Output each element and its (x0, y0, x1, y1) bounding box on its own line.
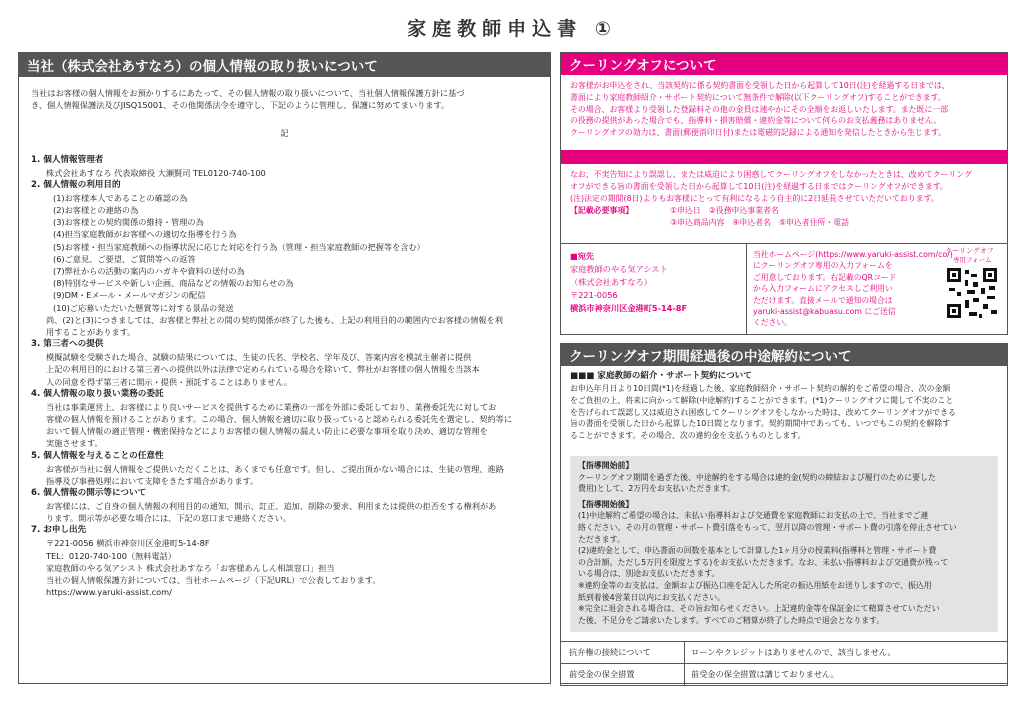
cooling-line: の役務の提供があった場合でも、指導料・損害賠償・違約金等について何らのお支払義務はありません。 (570, 116, 942, 126)
midterm-header: クーリングオフ期間経過後の中途解約について (561, 344, 1007, 366)
contact-phone: TEL：0120-740-100（無料電話） (46, 550, 177, 561)
contact-url[interactable]: https://www.yaruki-assist.com/ (46, 587, 172, 598)
section-3-line: 人の同意を得ず第三者に開示・提供・預託することはありません。 (46, 376, 293, 387)
section-5-line: お客様が当社に個人情報をご提供いただくことは、あくまでも任意です。但し、ご提出頂かない場合には、生徒の管理、進路 (46, 463, 504, 474)
web-form-line: ただけます。直接メールで通知の場合は (753, 295, 893, 305)
midterm-line: 旨の書面を受領した日から起算した10日間となります。契約期間中であっても、いつでもこの契約を解除す (570, 419, 951, 429)
section-2-title: 2. 個人情報の利用目的 (31, 179, 121, 190)
section-5-line: 指導及び事務処理において支障をきたす場合があります。 (46, 475, 259, 486)
section-7-title: 7. お申し出先 (31, 525, 87, 536)
privacy-ki: 記 (280, 128, 289, 139)
before-start-label: 【指導開始前】 (578, 461, 634, 470)
section-1-body: 株式会社あすなろ 代表取締役 大瀬賢司 TEL0120-740-100 (46, 167, 266, 178)
addressee-line: 横浜市神奈川区金港町5-14-8F (570, 303, 688, 313)
contact-address: 〒221-0056 横浜市神奈川区金港町5-14-8F (46, 538, 210, 549)
section-4-line: 実施させます。 (46, 438, 103, 449)
midterm-line: お申込年月日より10日間(*1)を経過した後、家庭教師紹介・サポート契約の解約をご希望の場合、次の金額 (570, 384, 951, 393)
cooling-off-header: クーリングオフについて (561, 53, 1007, 75)
section-4-line: おいて個人情報の適正管理・機密保持などによりお客様の個人情報の漏えい防止に必要な事項を取り決め、適切な管理を (46, 426, 488, 437)
qr-code-icon[interactable] (947, 268, 997, 318)
after-start-line: (1)中途解約ご希望の場合は、未払い指導料および交通費を家庭教師にお支払の上で、当社までご連 (578, 511, 929, 521)
purpose-item: (9)DM・Eメール・メールマガジンの配信 (53, 290, 206, 301)
midterm-line: をご負担の上、将来に向かって解除(中途解約)することができます。(*1)クーリングオフに関して不実のこと (570, 395, 954, 405)
after-start-line: ただきます。 (578, 534, 625, 544)
section-1-title: 1. 個人情報管理者 (31, 154, 104, 165)
purpose-item: (1)お客様本人であることの確認の為 (53, 192, 188, 203)
cooling-line: 書面により家庭教師紹介・サポート契約について無条件で解除(以下クーリングオフ)することができます。 (570, 92, 946, 102)
table-label-cell: 抗弁権の接続について (561, 642, 685, 664)
purpose-item: (7)弊社からの活動の案内のハガキや資料の送付の為 (53, 266, 245, 277)
privacy-header: 当社（株式会社あすなろ）の個人情報の取り扱いについて (19, 53, 550, 77)
section-4-title: 4. 個人情報の取り扱い業務の委託 (31, 388, 164, 399)
pink-divider (561, 150, 1007, 164)
web-form-line[interactable]: 当社ホームページ(https://www.yaruki-assist.com/co/) (753, 250, 953, 259)
before-start-line: 費用)として、2万円をお支払いただきます。 (578, 484, 736, 494)
cooling-line: その場合、お客様より受領した登録料その他の金員は速やかにその全額をお返しいたします。また既に一部 (570, 104, 949, 114)
cooling-line: (注)法定の期間(8日)よりもお客様にとって有利になるよう自主的に2日延長させていただいております。 (570, 193, 939, 203)
cooling-line: オフができる旨の書面を受領した日から起算して10日(注)を経過する日まではクーリングオフができます。 (570, 181, 948, 191)
web-form-line: から入力フォームにアクセスしご利用い (753, 284, 893, 294)
web-form-line: にクーリングオフ専用の入力フォームを (753, 261, 893, 271)
table-value-cell: 前受金の保全措置は講じておりません。 (685, 664, 1008, 686)
purpose-item: (3)お客様との契約関係の維持・管理の為 (53, 217, 204, 228)
required-items-1: ①申込日 ②役務申込事業者名 (670, 206, 779, 216)
after-start-line: いる場合は、別途お支払いただきます。 (578, 569, 720, 579)
after-start-line: (2)違約金として、申込書面の回数を基本として計算した1ヶ月分の授業料(指導料と管理・サポート費 (578, 546, 937, 556)
privacy-panel (18, 52, 551, 684)
after-start-label: 【指導開始後】 (578, 499, 634, 509)
page-title: 家庭教師申込書 ① (407, 18, 617, 40)
table-label-cell: 前受金の保全措置 (561, 664, 685, 686)
purpose-item: (6)ご意見、ご要望、ご質問等への返答 (53, 253, 196, 264)
qr-caption-1: クーリングオフ (945, 247, 994, 255)
required-items-2: ③申込商品内容 ④申込者名 ⑤申込者住所・電話 (670, 218, 850, 228)
section-4-line: 客様の個人情報を預けることがあります。この場合、個人情報を適切に取り扱っていると認められる委託先を選定し、契約等に (46, 414, 513, 425)
section-2-note: 用することがあります。 (46, 327, 136, 338)
after-start-line: の合計額。ただし5万円を限度とする)をお支払いただきます。なお、未払い指導料および交通費が残って (578, 557, 949, 567)
after-start-line: 紙到着後4営業日以内にお支払ください。 (578, 592, 726, 602)
section-3-line: 模擬試験を受験された場合、試験の結果については、生徒の氏名、学校名、学年及び、答案内容を模試主催者に提供 (46, 352, 472, 363)
purpose-item: (4)担当家庭教師がお客様への適切な指導を行う為 (53, 229, 237, 240)
section-6-line: ります。開示等が必要な場合には、下記の窓口まで連絡ください。 (46, 513, 291, 524)
section-5-title: 5. 個人情報を与えることの任意性 (31, 450, 164, 461)
privacy-intro-1: 当社はお客様の個人情報をお預かりするにあたって、その個人情報の取り扱いについて、当社個人情報保護方針に基づ (31, 88, 465, 98)
cooling-line: なお、不実告知により誤認し、または威迫により困惑してクーリングオフをしなかったときは、改めてクーリング (570, 170, 972, 179)
purpose-item: (10)ご応募いただいた懸賞等に対する景品の発送 (53, 302, 234, 313)
cooling-off-panel (560, 52, 1008, 335)
addressee-line: 家庭教師のやる気アシスト (570, 264, 668, 274)
addressee-line: 〒221-0056 (570, 290, 618, 300)
section-3-line: 上記の利用目的における第三者への提供以外は法律で定められている場合を除いて、弊社がお客様の個人情報を当該本 (46, 364, 480, 375)
after-start-line: ※違約金等のお支払は、金額および振込口座を記入した所定の振込用紙をお送りしますので、振込用 (578, 580, 932, 590)
after-start-line: ※完全に退会される場合は、その旨お知らせください。上記違約金等を保証金にて精算させていただい (578, 604, 940, 614)
midterm-panel (560, 343, 1008, 684)
penalty-box (570, 456, 998, 632)
section-6-title: 6. 個人情報の開示等について (31, 488, 147, 499)
addressee-label: ■宛先 (570, 251, 595, 261)
midterm-subheading: ■■■ 家庭教師の紹介・サポート契約について (570, 371, 752, 381)
purpose-item: (5)お客様・担当家庭教師への指導状況に応じた対応を行う為（管理・担当家庭教師の把握等を含む） (53, 241, 425, 252)
cooling-line: クーリングオフの効力は、書面(郵便消印日付)または電磁的記録による通知を発信したときから生じます。 (570, 128, 946, 138)
section-2-note: 尚、(2)と(3)につきましては、お客様と弊社との間の契約関係が終了した後も、上記の利用目的の範囲内でお客様の情報を利 (46, 314, 503, 325)
contact-desk: 家庭教師のやる気アシスト 株式会社あすなろ「お客様あんしん相談窓口」担当 (46, 562, 335, 573)
purpose-item: (2)お客様との連絡の為 (53, 205, 139, 216)
web-form-email[interactable]: yaruki-assist@kabuasu.com にご送信 (753, 307, 896, 317)
after-start-line: 絡ください。その月の管理・サポート費引落をもって、翌月以降の管理・サポート費の引落を停止させてい (578, 522, 957, 532)
required-items-label: 【記載必要事項】 (570, 206, 634, 216)
addressee-line: （株式会社あすなろ） (570, 277, 652, 287)
midterm-line: を告げられて誤認し又は威迫され困惑してクーリングオフをしなかった時は、改めてクーリングオフができる (570, 407, 956, 417)
section-4-line: 当社は事業運営上、お客様により良いサービスを提供するために業務の一部を外部に委託しており、業務委託先に対してお (46, 401, 497, 412)
cooling-contact-row (561, 243, 1007, 335)
section-6-line: お客様には、ご自身の個人情報の利用目的の通知、開示、訂正、追加、削除の要求、利用または提供の拒否をする権利があ (46, 501, 497, 512)
after-start-line: た後、不足分をご請求いたします。すべてのご精算が終了した時点で退会となります。 (578, 615, 885, 625)
table-row (561, 642, 1008, 664)
web-form-line: ご用意しております。右記載のQRコード (753, 272, 897, 282)
web-form-line: ください。 (753, 318, 792, 328)
purpose-item: (8)特別なサービスや新しい企画、商品などの情報のお知らせの為 (53, 278, 294, 289)
contact-policy-note: 当社の個人情報保護方針については、当社ホームページ（下記URL）で公表しております。 (46, 575, 381, 586)
before-start-line: クーリングオフ期間を過ぎた後、中途解約をする場合は違約金(契約の締結および履行のために要した (578, 472, 936, 482)
info-table (560, 641, 1008, 686)
cooling-line: お客様がお申込をされ、当該契約に係る契約書面を受領した日から起算して10日(注)を経過する日までは、 (570, 81, 950, 90)
table-value-cell: ローンやクレジットはありませんので、該当しません。 (685, 642, 1008, 664)
midterm-line: ることができます。その場合、次の違約金を支払うものとします。 (570, 431, 806, 441)
qr-caption-2: 専用フォーム (953, 256, 992, 264)
table-row (561, 664, 1008, 686)
section-3-title: 3. 第三者への提供 (31, 339, 104, 350)
privacy-intro-2: き、個人情報保護法及びJISQ15001、その他関係法令を遵守し、下記のように管理し、保護に努めてまいります。 (31, 100, 450, 111)
